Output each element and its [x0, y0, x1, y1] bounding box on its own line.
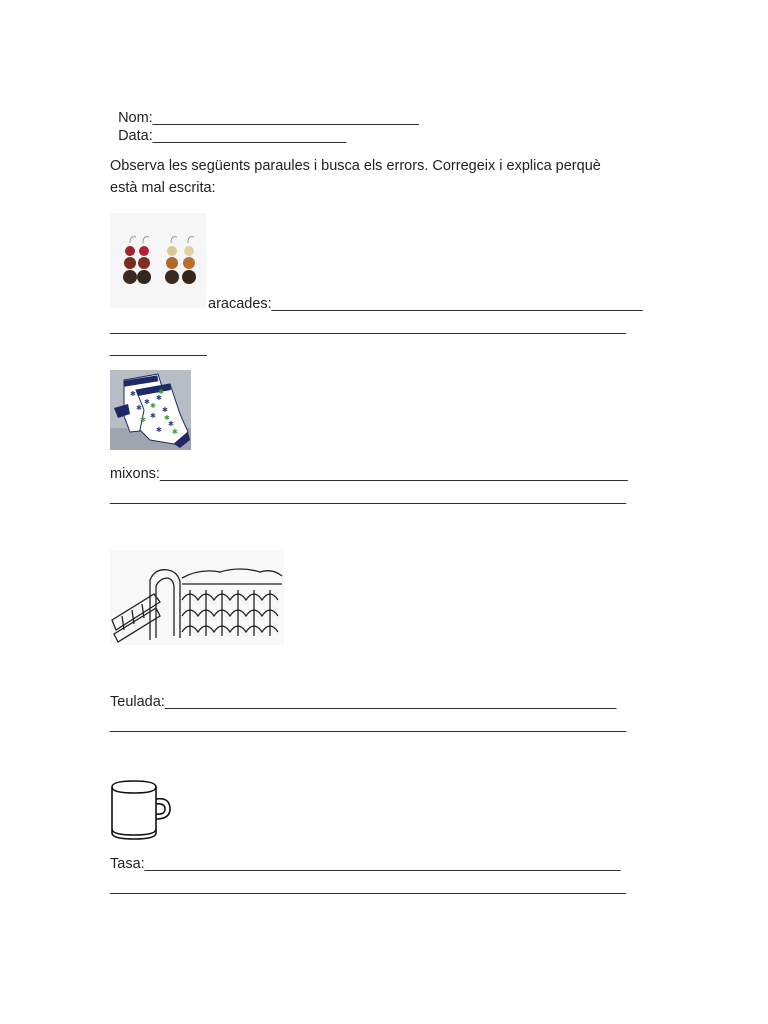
answer-line[interactable]: ____________ — [110, 341, 207, 357]
answer-line[interactable]: ________________________________________________________________ — [110, 319, 627, 335]
svg-text:✱: ✱ — [140, 417, 146, 424]
svg-text:✱: ✱ — [156, 395, 162, 402]
svg-text:✱: ✱ — [130, 391, 136, 398]
name-date-line — [110, 91, 419, 145]
svg-text:✱: ✱ — [168, 421, 174, 428]
answer-line[interactable]: ________________________________________________________________ — [110, 879, 627, 895]
svg-text:✱: ✱ — [158, 389, 164, 396]
svg-text:✱: ✱ — [144, 399, 150, 406]
instructions-line-1: Observa les següents paraules i busca els errors. Corregeix i explica perquè — [110, 158, 601, 174]
svg-text:✱: ✱ — [162, 407, 168, 414]
answer-line[interactable]: ________________________________________________________________ — [110, 489, 627, 505]
svg-text:✱: ✱ — [172, 429, 178, 436]
cup-image — [110, 779, 172, 841]
answer-line[interactable]: ________________________________________________________________ — [110, 717, 627, 733]
word-line-tasa[interactable]: Tasa:___________________________________________________________ — [110, 856, 621, 872]
word-line-teulada[interactable]: Teulada:________________________________________________________ — [110, 694, 617, 710]
earrings-image — [110, 213, 206, 308]
svg-text:✱: ✱ — [136, 405, 142, 412]
word-line-mixons[interactable]: mixons:__________________________________________________________ — [110, 466, 628, 482]
socks-image — [110, 370, 191, 450]
instructions-line-2: està mal escrita: — [110, 180, 216, 196]
word-line-aracades[interactable]: aracades:______________________________________________ — [208, 296, 643, 312]
date-field[interactable]: Data:________________________ — [118, 128, 347, 144]
svg-text:✱: ✱ — [156, 427, 162, 434]
name-field[interactable]: Nom:_________________________________ — [118, 110, 419, 126]
svg-text:✱: ✱ — [150, 403, 156, 410]
svg-text:✱: ✱ — [150, 413, 156, 420]
roof-tiles-image — [110, 550, 284, 645]
svg-text:✱: ✱ — [164, 415, 170, 422]
